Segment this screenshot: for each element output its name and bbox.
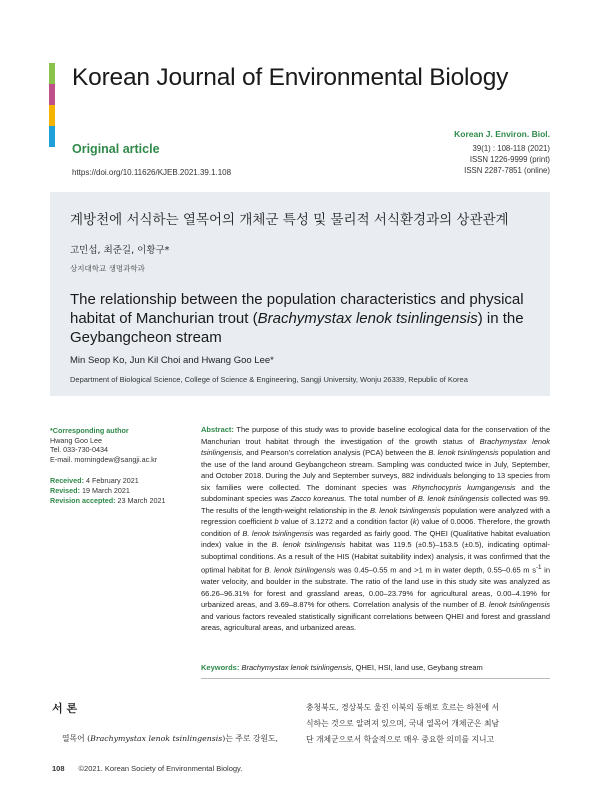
article-type: Original article bbox=[72, 142, 160, 156]
accepted-value: 23 March 2021 bbox=[117, 495, 166, 505]
english-title-suffix: ) in the Geybangcheon stream bbox=[70, 310, 524, 346]
english-authors: Min Seop Ko, Jun Kil Choi and Hwang Goo Lee* bbox=[70, 355, 274, 366]
abstract-superscript: -1 bbox=[535, 564, 542, 571]
revised-value: 19 March 2021 bbox=[81, 485, 130, 495]
received-label: Received: bbox=[50, 476, 84, 486]
keywords bbox=[201, 663, 550, 672]
issn-online: ISSN 2287-7851 (online) bbox=[464, 166, 550, 175]
body-left-species: Brachymystax lenok tsinlingensis bbox=[90, 734, 223, 743]
korean-title: 계방천에 서식하는 열목어의 개체군 특성 및 물리적 서식환경과의 상관관계 bbox=[70, 212, 509, 228]
volume-info: 39(1) : 108-118 (2021) bbox=[472, 144, 550, 153]
abstract-species: B. lenok tsinlingensis bbox=[242, 528, 314, 538]
accepted-date bbox=[50, 496, 190, 506]
abstract-text: value of 3.1272 and a condition factor ( bbox=[278, 517, 413, 526]
abstract-text: The total number of bbox=[346, 494, 418, 503]
body-left-suffix: )는 주로 강원도, bbox=[222, 734, 278, 743]
abstract-text: and Pearson’s correlation analysis (PCA) between the bbox=[243, 448, 429, 457]
corresponding-author-name: Hwang Goo Lee bbox=[50, 435, 102, 445]
abstract-text: in water velocity, and boulder in the substrate. The ratio of the land use in this study site was analyzed as 66.26–96.31% for forest and grassland areas, 0.00–23.79% for agricultural areas, 0.00–4.19% for urbanized areas, and 3.69–8.87% for others. Correlation analysis of the number of bbox=[201, 565, 550, 609]
abstract-species: B. lenok tsinlingensis bbox=[428, 448, 499, 457]
abstract-text: ) value of 0.0006. Therefore, the growth condition of bbox=[201, 517, 550, 538]
abstract-species: B. lenok tsinlingensis bbox=[479, 600, 550, 609]
revised-date bbox=[50, 486, 190, 496]
english-title-prefix: The relationship between the population characteristics and physical habitat of Manchurian trout ( bbox=[70, 291, 524, 327]
issn-print: ISSN 1226-9999 (print) bbox=[469, 155, 550, 164]
abstract bbox=[201, 424, 550, 634]
english-affiliation: Department of Biological Science, College of Science & Engineering, Sangji University, Wonju 26339, Republic of Korea bbox=[70, 375, 468, 384]
corresponding-author-email[interactable]: E-mail. morningdew@sangji.ac.kr bbox=[50, 454, 158, 464]
abstract-variable: b bbox=[274, 517, 279, 526]
body-right-line: 식하는 것으로 알려져 있으며, 국내 열목어 개체군은 최남 bbox=[306, 719, 500, 728]
journal-meta bbox=[454, 129, 550, 176]
abstract-text: The purpose of this study was to provide baseline ecological data for the conservation of the Manchurian trout habitat through the investigation of the growth status of bbox=[201, 425, 550, 446]
abstract-text: was 0.45–0.55 m and >1 m in water depth, 0.55–0.65 m s bbox=[335, 565, 536, 575]
korean-affiliation: 상지대학교 생명과학과 bbox=[70, 264, 145, 273]
section-heading-introduction: 서 론 bbox=[52, 702, 78, 715]
page-number: 108 bbox=[52, 764, 65, 773]
abstract-species: B. lenok tsinlingensis bbox=[369, 505, 441, 515]
received-value: 4 February 2021 bbox=[85, 476, 139, 486]
abstract-text: collected was 99. The results of the length-weight relationship in the bbox=[201, 494, 550, 515]
page-footer bbox=[52, 764, 242, 773]
journal-title: Korean Journal of Environmental Biology bbox=[72, 64, 509, 91]
english-title-species: Brachymystax lenok tsinlingensis bbox=[257, 310, 478, 327]
abstract-variable: k bbox=[412, 517, 417, 526]
color-bar-segment-blue bbox=[49, 126, 55, 147]
abstract-text: population were analyzed with a regression coefficient bbox=[201, 505, 550, 526]
body-left-prefix: 열목어 ( bbox=[62, 734, 91, 743]
keywords-rest: , QHEI, HSI, land use, Geybang stream bbox=[351, 663, 483, 672]
revised-label: Revised: bbox=[50, 485, 80, 495]
body-text-right bbox=[306, 700, 550, 748]
keywords-label: Keywords: bbox=[201, 663, 240, 672]
body-right-line: 단 개체군으로서 학술적으로 매우 중요한 의미를 지니고 bbox=[306, 735, 495, 744]
journal-abbreviation: Korean J. Environ. Biol. bbox=[454, 129, 550, 139]
abstract-text: population and the use of the land around Geybangcheon stream. Sampling was conducted twice in July, September, and October 2018. During the July and September surveys, 882 individuals belonging to 13 species from six families were collected. The dominant species was bbox=[201, 448, 550, 492]
abstract-label: Abstract: bbox=[201, 425, 234, 434]
received-date bbox=[50, 476, 190, 486]
copyright: ©2021. Korean Society of Environmental Biology. bbox=[78, 764, 243, 773]
korean-authors: 고민섭, 최준길, 이황구* bbox=[70, 245, 170, 256]
english-title bbox=[70, 290, 540, 347]
abstract-species: B. lenok tsinlingensis bbox=[264, 565, 336, 575]
abstract-text: was regarded as fairly good. The QHEI (Qualitative habitat evaluation index) value in the bbox=[201, 528, 550, 549]
keyword-species: Brachymystax lenok tsinlingensis bbox=[241, 663, 352, 672]
abstract-species: Rhynchocypris kumgangensis bbox=[412, 482, 516, 492]
accepted-label: Revision accepted: bbox=[50, 495, 116, 505]
body-text-left bbox=[52, 731, 284, 747]
color-bar-segment-magenta bbox=[49, 84, 55, 105]
article-sidebar bbox=[50, 426, 190, 505]
abstract-divider bbox=[201, 678, 550, 679]
abstract-species: Brachymystax lenok tsinlingensis, bbox=[201, 436, 551, 457]
abstract-text: and the subdominant species was bbox=[201, 482, 550, 503]
abstract-species: Zacco koreanus. bbox=[290, 494, 347, 503]
abstract-species: B. lenok tsinlingensis bbox=[271, 540, 346, 549]
abstract-text: habitat was 119.5 (±0.5)–153.5 (±0.5), indicating optimal-suboptimal conditions. As a result of the HIS (Habitat suitability index) analysis, it was confirmed that the optimal habitat for bbox=[201, 540, 550, 575]
corresponding-author-tel: Tel. 033-730-0434 bbox=[50, 445, 108, 455]
color-bar-segment-green bbox=[49, 63, 55, 84]
corresponding-author-label: *Corresponding author bbox=[50, 426, 129, 435]
body-right-line: 충청북도, 경상북도 울진 이북의 동해로 흐르는 하천에 서 bbox=[306, 703, 500, 712]
journal-color-bar bbox=[49, 63, 55, 147]
color-bar-segment-yellow bbox=[49, 105, 55, 126]
abstract-species: B. lenok tsinlingensis bbox=[417, 494, 489, 503]
doi-link[interactable]: https://doi.org/10.11626/KJEB.2021.39.1.108 bbox=[72, 168, 232, 177]
abstract-text: and various factors revealed statistically significant correlations between QHEI and forest and grassland areas, agricultural areas, and urbanized areas. bbox=[201, 611, 550, 632]
